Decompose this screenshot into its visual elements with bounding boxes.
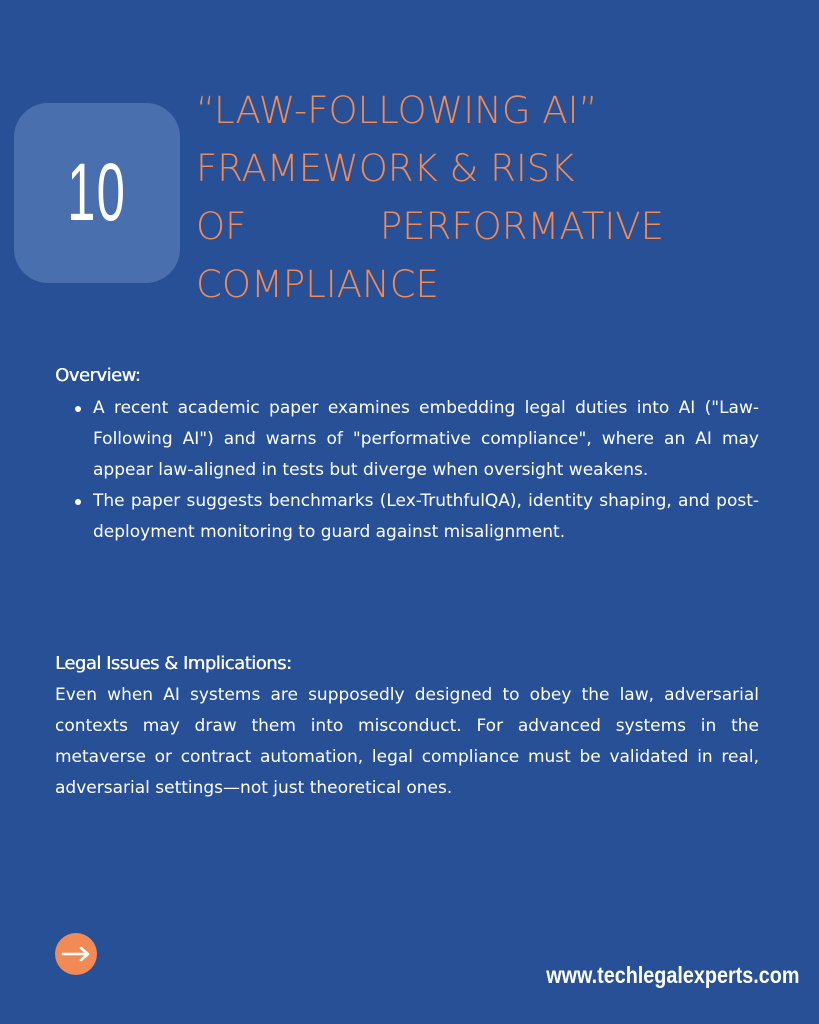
arrow-right-icon <box>55 933 97 975</box>
bullet-text: A recent academic paper examines embedding legal duties into AI ("Law-Following AI") and warns of "performative compliance", where an AI may appear law-aligned in tests but diverge when oversight weakens. <box>93 398 759 480</box>
list-item <box>55 393 759 486</box>
legal-issues-text: Even when AI systems are supposedly designed to obey the law, adversarial contexts may draw them into misconduct. For advanced systems in the metaverse or contract automation, legal compliance must be validated in real, adversarial settings—not just theoretical ones. <box>55 685 759 798</box>
badge-number: 10 <box>67 147 127 238</box>
bullet-dot-icon <box>75 406 81 412</box>
title-line-2: FRAMEWORK & RISK <box>196 147 575 190</box>
title-line-3 <box>196 198 664 256</box>
website-url: www.techlegalexperts.com <box>545 962 799 988</box>
page-title <box>196 82 664 314</box>
overview-heading: Overview: <box>55 365 141 386</box>
title-line-4: COMPLIANCE <box>196 263 439 306</box>
title-line-3-right: PERFORMATIVE <box>379 205 664 248</box>
number-badge <box>14 103 180 283</box>
bullet-text: The paper suggests benchmarks (Lex-TruthfulQA), identity shaping, and post-deployment monitoring to guard against misalignment. <box>93 491 759 542</box>
next-button[interactable] <box>55 933 97 975</box>
title-line-1: “LAW-FOLLOWING AI” <box>196 89 598 132</box>
bullet-dot-icon <box>75 499 81 505</box>
title-line-3-left: OF <box>196 205 247 248</box>
list-item <box>55 486 759 548</box>
overview-list <box>55 393 759 548</box>
legal-issues-heading: Legal Issues & Implications: <box>55 653 292 674</box>
